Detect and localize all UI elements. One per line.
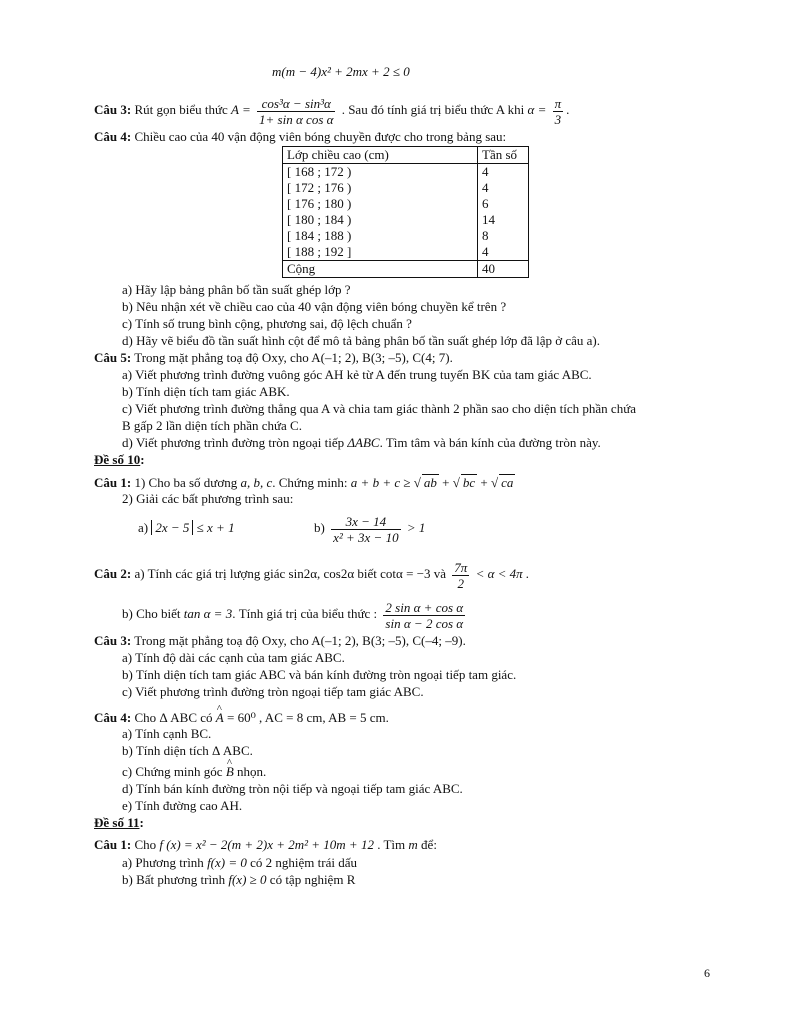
cau3-alpha-eq: α = xyxy=(527,102,547,117)
cau5-d-text1: d) Viết phương trình đường tròn ngoại tiếp xyxy=(122,435,345,450)
angle-b: ^ B xyxy=(226,764,234,780)
ineq-a-label: a) xyxy=(138,520,149,535)
cau2-tan: tan α = 3 xyxy=(183,606,233,621)
de10-cau4-label: Câu 4: xyxy=(94,710,132,725)
ineq-b-fraction xyxy=(331,514,400,545)
de10-cau4-b: b) Tính diện tích Δ ABC. xyxy=(122,743,253,758)
cau3-text: Rút gọn biểu thức xyxy=(134,102,228,117)
de10-cau1-line: Câu 1: 1) Cho ba số dương a, b, c. Chứng minh: a + b + c ≥ √ ab + √ bc + √ ca xyxy=(94,475,514,490)
de11-cau1-t3: để: xyxy=(421,837,437,852)
class-4: [ 184 ; 188 ) xyxy=(287,228,352,243)
cau3-pi-fraction xyxy=(553,96,564,127)
freq-4: 8 xyxy=(482,228,489,243)
de10-cau4-a: a) Tính cạnh BC. xyxy=(122,726,212,741)
cau5-item-c2: B gấp 2 lần diện tích phần chứa C. xyxy=(122,418,302,433)
de10-cau2-b xyxy=(122,596,468,632)
page-number: 6 xyxy=(704,966,710,980)
de11-cau1-label: Câu 1: xyxy=(94,837,132,852)
cau4-item-b: b) Nêu nhận xét về chiều cao của 40 vận động viên bóng chuyền kể trên ? xyxy=(122,299,507,314)
de10-cau1-text: 1) Cho ba số dương xyxy=(134,475,238,490)
cau4-c-text1: c) Chứng minh góc xyxy=(122,764,223,779)
freq-2: 6 xyxy=(482,196,489,211)
cau3-line: Câu 3: Rút gọn biểu thức A = $\frac{\text{cos³α − sin³α}}{\text{1+ sin α cos α}}$ . Sau đó tính giá trị biểu thức A khi α = $\frac{\pi}{3}$ . xyxy=(94,95,570,127)
cau3-a-eq: A = xyxy=(231,102,251,117)
freq-0: 4 xyxy=(482,164,489,179)
de10-ineq-left: a + b + c ≥ xyxy=(350,475,411,490)
cau2-b-fraction: $\frac{\text{2 sin α + cos α}}{\text{sin α − 2 cos α}}$ xyxy=(385,599,464,631)
cau4-item-a: a) Hãy lập bảng phân bố tần suất ghép lớp ? xyxy=(122,282,351,297)
class-5: [ 188 ; 192 ] xyxy=(287,244,352,259)
sqrt-ab: ab xyxy=(423,475,437,490)
cau4-text1: Cho Δ ABC có xyxy=(134,710,213,725)
class-2: [ 176 ; 180 ) xyxy=(287,196,352,211)
de11-f-expr: f (x) = x² − 2(m + 2)x + 2m² + 10m + 12 xyxy=(159,837,374,852)
cau5-text: Trong mặt phẳng toạ độ Oxy, cho A(–1; 2), B(3; –5), C(4; 7). xyxy=(134,350,453,365)
cau5-d-text2: . Tìm tâm và bán kính của đường tròn này. xyxy=(379,435,601,450)
cau3-denominator: 1+ sin α cos α xyxy=(259,111,334,127)
cau4-text2: = 60⁰ , AC = 8 cm, AB = 5 cm. xyxy=(226,710,389,725)
class-1: [ 172 ; 176 ) xyxy=(287,180,352,195)
cau2-fraction: $\frac{7\pi}{2}$ xyxy=(454,559,468,591)
sqrt-ca: ca xyxy=(501,475,514,490)
cau5-d-triangle: ΔABC xyxy=(347,435,380,450)
de10-cau4-d: d) Tính bán kính đường tròn nội tiếp và ngoại tiếp tam giác ABC. xyxy=(122,781,463,796)
de10-cau4-c xyxy=(122,764,266,780)
de10-cau3-c: c) Viết phương trình đường tròn ngoại tiếp tam giác ABC. xyxy=(122,684,424,699)
de10-cau3-b: b) Tính diện tích tam giác ABC và bán kính đường tròn ngoại tiếp tam giác. xyxy=(122,667,517,682)
table-header-freq: Tần số xyxy=(478,147,529,164)
table-header-class: Lớp chiều cao (cm) xyxy=(283,147,478,164)
de10-abc: a, b, c xyxy=(240,475,273,490)
cau2-rest: < α < 4π . xyxy=(475,566,530,581)
table-freq-cell xyxy=(478,164,529,261)
de10-cau3-text: Trong mặt phẳng toạ độ Oxy, cho A(–1; 2), B(3; –5), C(–4; –9). xyxy=(134,633,466,648)
cau4-label: Câu 4: xyxy=(94,129,132,144)
cau3-fraction xyxy=(257,96,335,127)
de11-m: m xyxy=(408,837,418,852)
ineq-a-abs: 2x − 5 xyxy=(151,520,193,535)
ineq-b-label: b) xyxy=(314,520,325,535)
ineq-b-num: 3x − 14 xyxy=(331,514,400,530)
cau5-line xyxy=(94,350,453,366)
cau4-item-c: c) Tính số trung bình cộng, phương sai, độ lệch chuẩn ? xyxy=(122,316,412,331)
ineq-b-rest: > 1 xyxy=(406,520,426,535)
de10-colon: : xyxy=(140,452,145,467)
table-body xyxy=(283,164,529,261)
inequality-line: m(m − 4)x² + 2mx + 2 ≤ 0 xyxy=(272,64,410,79)
freq-3: 14 xyxy=(482,212,495,227)
cau5-label: Câu 5: xyxy=(94,350,132,365)
de11-title: Đề số 11 xyxy=(94,815,140,830)
table-total-value: 40 xyxy=(478,261,529,278)
cau3-three: 3 xyxy=(554,111,562,127)
cau5-item-d xyxy=(122,435,601,451)
cau5-item-a: a) Viết phương trình đường vuông góc AH kẻ từ A đến trung tuyến BK của tam giác ABC. xyxy=(122,367,592,382)
de11-colon: : xyxy=(139,815,144,830)
de10-cau3-line xyxy=(94,633,466,649)
de10-title-line xyxy=(94,452,145,468)
de11-b: b) Bất phương trình f(x) ≥ 0 có tập nghiệm R xyxy=(122,872,356,887)
de10-ineq-a xyxy=(138,520,235,536)
de10-cau2-line xyxy=(94,556,529,592)
freq-5: 4 xyxy=(482,244,489,259)
de10-solve: 2) Giải các bất phương trình sau: xyxy=(122,491,294,506)
cau5-item-c1: c) Viết phương trình đường thẳng qua A và chia tam giác thành 2 phần sao cho diện tích phần chứa xyxy=(122,401,637,416)
de11-title-line xyxy=(94,815,144,831)
class-3: [ 180 ; 184 ) xyxy=(287,212,352,227)
de11-cau1-t1: Cho xyxy=(134,837,157,852)
de10-cau2-text: a) Tính các giá trị lượng giác sin2α, cos2α biết cotα = −3 và xyxy=(134,566,447,581)
angle-a: ^ A xyxy=(216,710,224,726)
de11-cau1-t2: . Tìm xyxy=(377,837,406,852)
cau4-text: Chiều cao của 40 vận động viên bóng chuyền được cho trong bảng sau: xyxy=(134,129,507,144)
de11-b-f: f(x) ≥ 0 xyxy=(228,872,267,887)
cau2-b-text2: . Tính giá trị của biểu thức : xyxy=(232,606,378,621)
de11-cau1-line xyxy=(94,837,437,853)
de10-cau3-a: a) Tính độ dài các cạnh của tam giác ABC. xyxy=(122,650,345,665)
de11-a: a) Phương trình f(x) = 0 có 2 nghiệm trái dấu xyxy=(122,855,357,870)
cau4-c-text2: nhọn. xyxy=(237,764,267,779)
cau3-numerator: cos³α − sin³α xyxy=(257,96,335,112)
cau3-pi: π xyxy=(554,95,562,111)
table-class-cell xyxy=(283,164,478,261)
de11-a-f: f(x) = 0 xyxy=(207,855,247,870)
de10-cau4-e: e) Tính đường cao AH. xyxy=(122,798,243,813)
table-total-row xyxy=(283,261,529,278)
de10-prove: . Chứng minh: xyxy=(272,475,348,490)
cau3-label: Câu 3: xyxy=(94,102,132,117)
table-total-label: Cộng xyxy=(283,261,478,278)
ineq-a-rest: ≤ x + 1 xyxy=(196,520,235,535)
cau4-line xyxy=(94,129,506,145)
de10-cau1-label: Câu 1: xyxy=(94,475,132,490)
table-header-row xyxy=(283,147,529,164)
ineq-b-den: x² + 3x − 10 xyxy=(333,529,399,545)
cau3-text2: . Sau đó tính giá trị biểu thức A khi xyxy=(341,102,525,117)
cau4-item-d: d) Hãy vẽ biểu đồ tần suất hình cột để mô tả bảng phân bố tần suất ghép lớp đã lập ở câu a). xyxy=(122,333,601,348)
de10-cau3-label: Câu 3: xyxy=(94,633,132,648)
frequency-table xyxy=(282,146,529,278)
cau5-item-b: b) Tính diện tích tam giác ABK. xyxy=(122,384,290,399)
de10-cau2-label: Câu 2: xyxy=(94,566,132,581)
de10-cau4-line xyxy=(94,710,389,726)
freq-1: 4 xyxy=(482,180,489,195)
de10-ineq-b xyxy=(314,510,425,546)
cau2-b-text1: b) Cho biết xyxy=(122,606,181,621)
class-0: [ 168 ; 172 ) xyxy=(287,164,352,179)
de10-title: Đề số 10 xyxy=(94,452,141,467)
sqrt-bc: bc xyxy=(462,475,476,490)
